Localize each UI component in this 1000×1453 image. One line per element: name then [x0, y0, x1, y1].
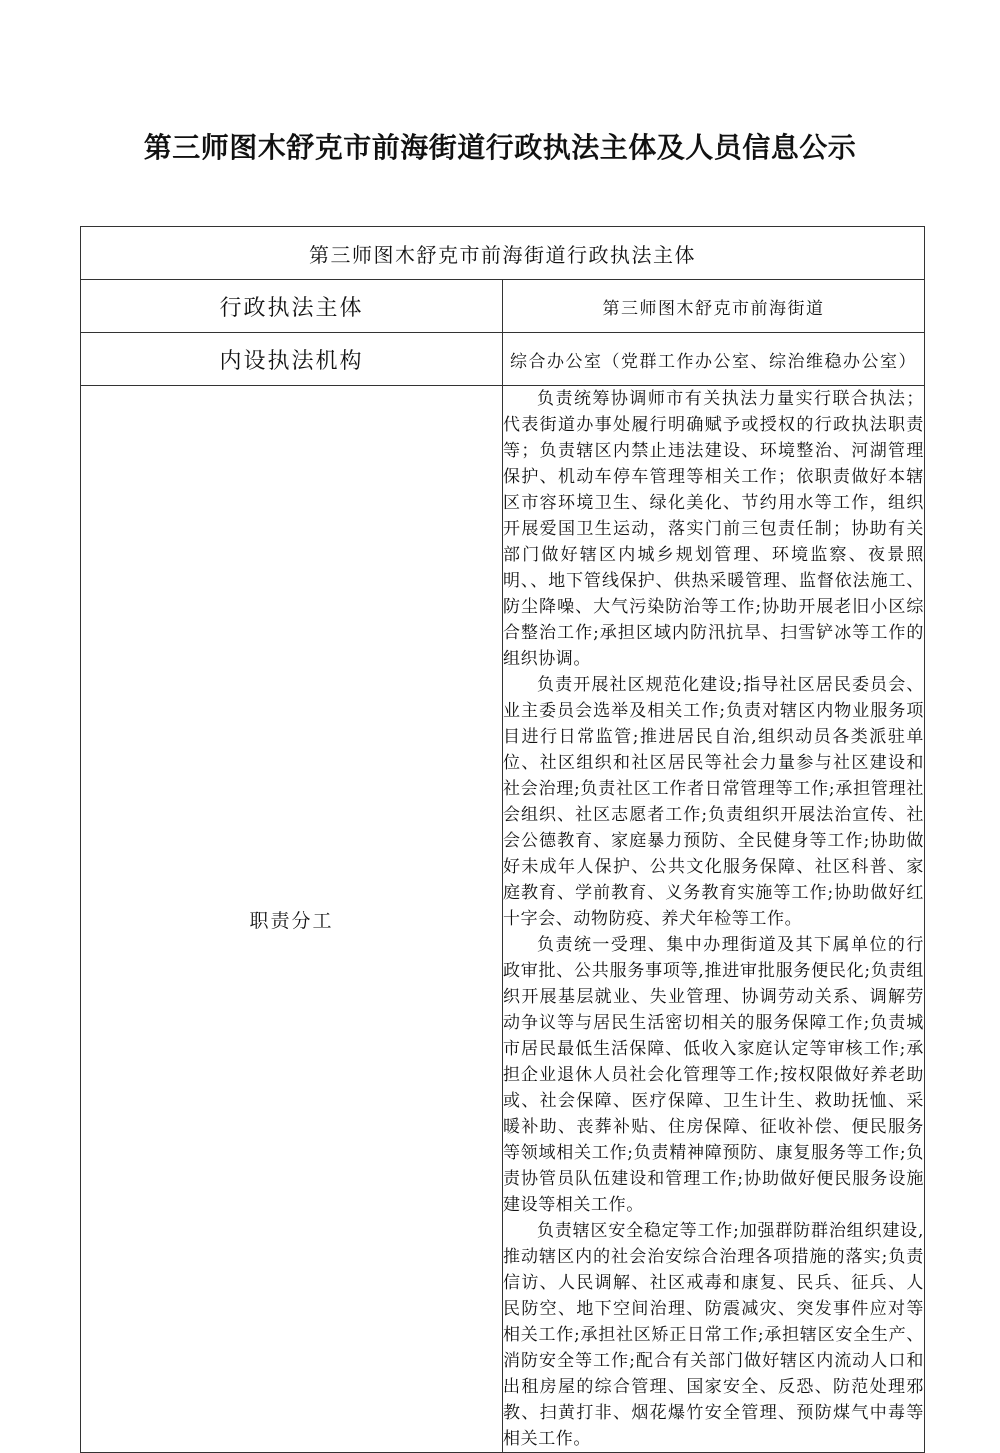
document-title: 第三师图木舒克市前海街道行政执法主体及人员信息公示 — [143, 131, 857, 164]
entity-label: 行政执法主体 — [81, 280, 503, 333]
entity-value: 第三师图木舒克市前海街道 — [503, 280, 925, 333]
duties-row — [81, 386, 925, 1453]
section-header: 第三师图木舒克市前海街道行政执法主体 — [81, 227, 925, 280]
duty-paragraph: 负责开展社区规范化建设;指导社区居民委员会、业主委员会选举及相关工作;负责对辖区内物业服务项目进行日常监管;推进居民自治,组织动员各类派驻单位、社区组织和社区居民等社会力量参与社区建设和社会治理;负责社区工作者日常管理等工作;承担管理社会组织、社区志愿者工作;负责组织开展法治宣传、社会公德教育、家庭暴力预防、全民健身等工作;协助做好未成年人保护、公共文化服务保障、社区科普、家庭教育、学前教育、义务教育实施等工作;协助做好红十字会、动物防疫、养犬年检等工作。 — [503, 675, 924, 929]
duty-paragraph: 负责统一受理、集中办理街道及其下属单位的行政审批、公共服务事项等,推进审批服务便民化;负责组织开展基层就业、失业管理、协调劳动关系、调解劳动争议等与居民生活密切相关的服务保障工作;负责城市居民最低生活保障、低收入家庭认定等审核工作;承担企业退休人员社会化管理等工作;按权限做好养老助或、社会保障、医疗保障、卫生计生、救助抚恤、采暖补助、丧葬补贴、住房保障、征收补偿、便民服务等领域相关工作;负责精神障预防、康复服务等工作;负责协管员队伍建设和管理工作;协助做好便民服务设施建设等相关工作。 — [503, 935, 924, 1215]
duty-paragraph: 负责统筹协调师市有关执法力量实行联合执法；代表街道办事处履行明确赋予或授权的行政执法职责等；负责辖区内禁止违法建设、环境整治、河湖管理保护、机动车停车管理等相关工作；依职责做好本辖区市容环境卫生、绿化美化、节约用水等工作，组织开展爱国卫生运动，落实门前三包责任制；协助有关部门做好辖区内城乡规划管理、环境监察、夜景照明、、地下管线保护、供热采暖管理、监督依法施工、防尘降噪、大气污染防治等工作;协助开展老旧小区综合整治工作;承担区域内防汛抗旱、扫雪铲冰等工作的组织协调。 — [503, 389, 924, 669]
duty-paragraph: 负责辖区安全稳定等工作;加强群防群治组织建设,推动辖区内的社会治安综合治理各项措施的落实;负责信访、人民调解、社区戒毒和康复、民兵、征兵、人民防空、地下空间治理、防震减灾、突发事件应对等相关工作;承担社区矫正日常工作;承担辖区安全生产、消防安全等工作;配合有关部门做好辖区内流动人口和出租房屋的综合管理、国家安全、反恐、防范处理邪教、扫黄打非、烟花爆竹安全管理、预防煤气中毒等相关工作。 — [503, 1221, 924, 1449]
entity-row — [81, 280, 925, 333]
org-label: 内设执法机构 — [81, 333, 503, 386]
org-row — [81, 333, 925, 386]
info-table — [80, 226, 925, 1453]
org-value: 综合办公室（党群工作办公室、综治维稳办公室） — [503, 333, 925, 386]
section-header-row — [81, 227, 925, 280]
duties-content — [503, 386, 925, 1453]
duties-label: 职责分工 — [81, 386, 503, 1453]
